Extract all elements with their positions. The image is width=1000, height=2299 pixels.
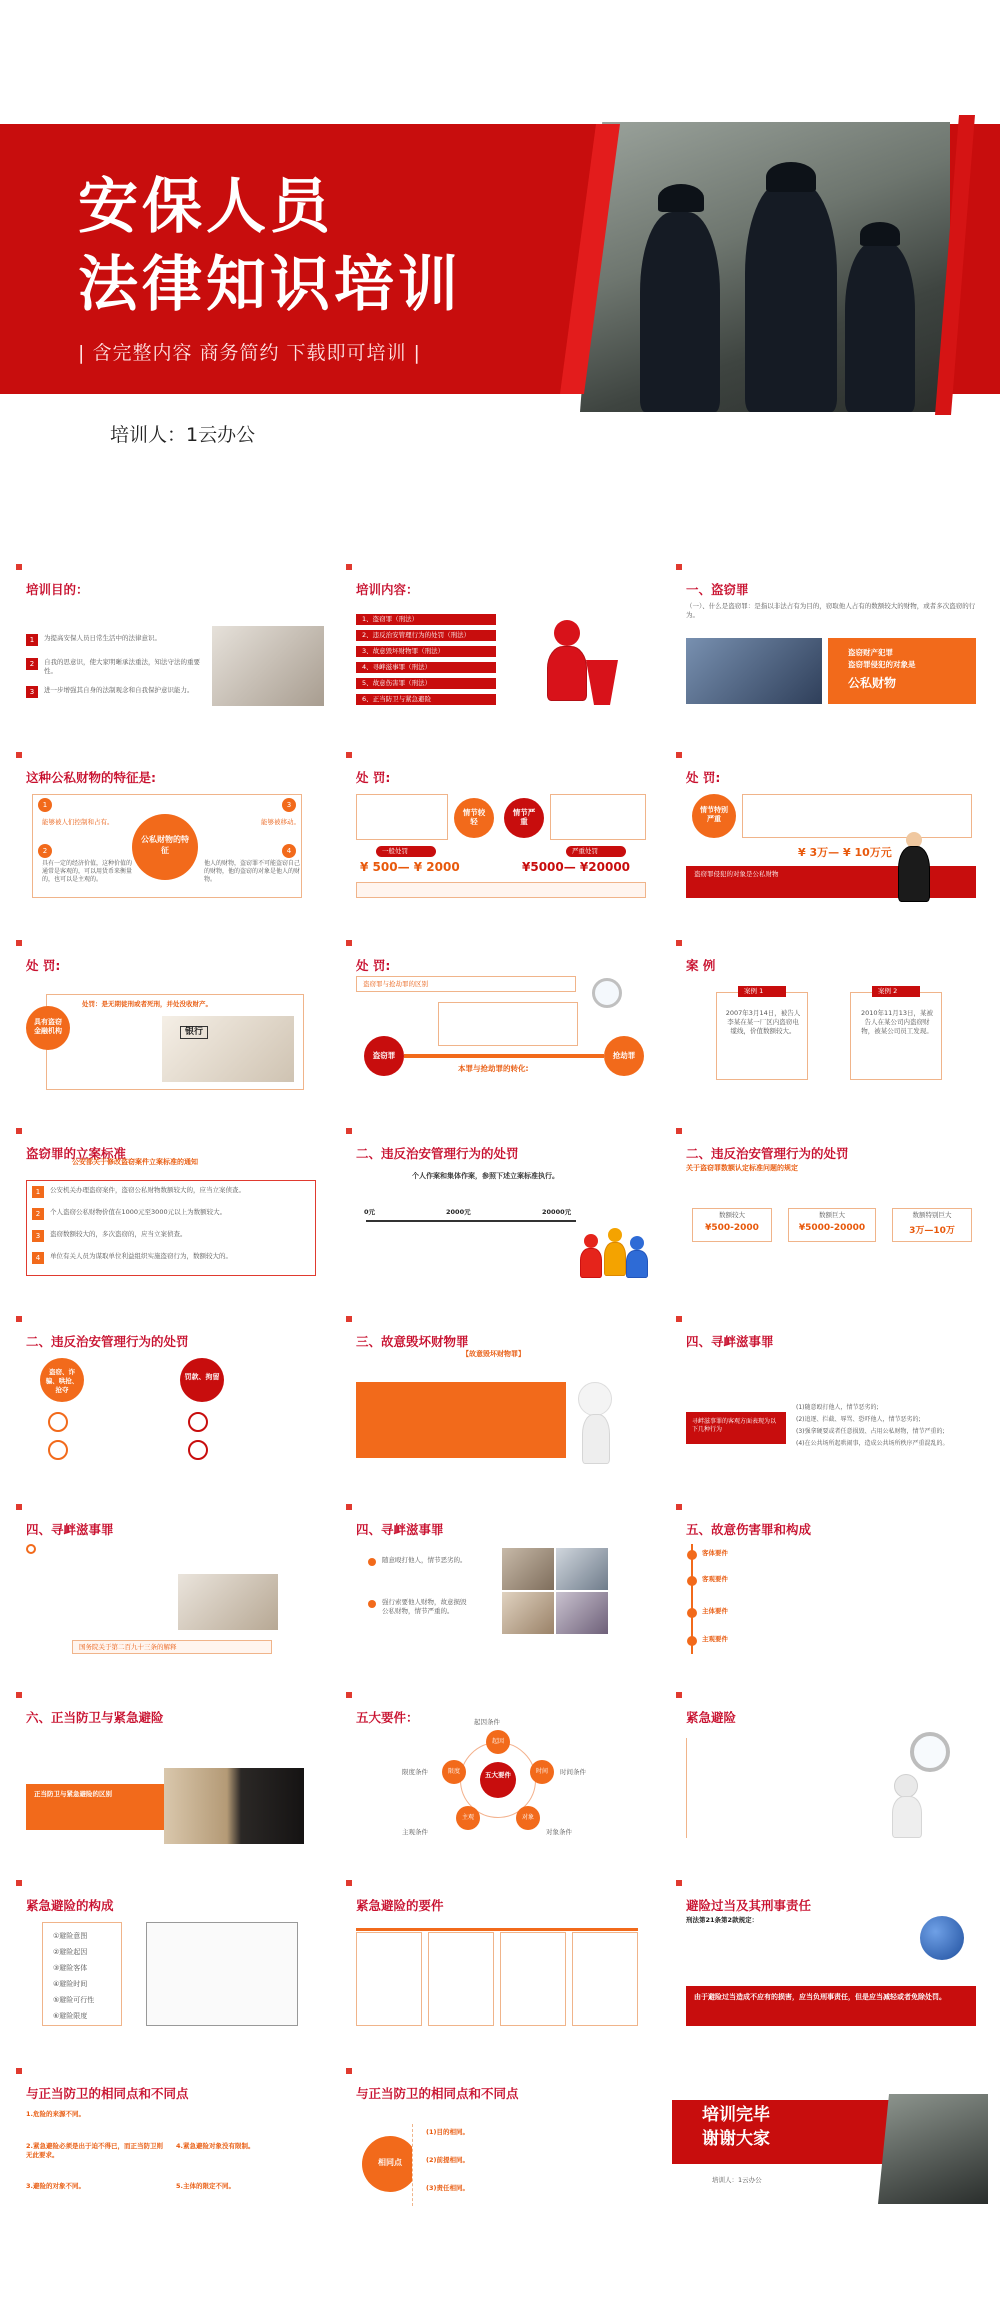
bank-sign: 银行	[180, 1026, 208, 1039]
slide-title: 紧急避险的构成	[26, 1898, 114, 1913]
slide-marker	[346, 1316, 352, 1322]
purpose-item: 自我的思意识，使大家明晰承法重法，知法守法的重要性。	[44, 658, 200, 675]
slide-public-security-3	[12, 1312, 328, 1478]
standard-item: 单位有关人员为谋取单位利益组织实施盗窃行为，数额较大的。	[50, 1252, 232, 1260]
case-label: 案例 2	[872, 986, 920, 997]
fight-cartoon	[178, 1574, 278, 1630]
magnifier-icon	[592, 978, 622, 1008]
slide-title: 避险过当及其刑事责任	[686, 1898, 812, 1913]
cover-guards-photo	[580, 122, 950, 412]
slide-filing-standard	[12, 1124, 328, 1290]
slide-excessive-avoidance	[672, 1876, 988, 2042]
purpose-item: 进一步增强其自身的法制观念和自我保护意识能力。	[44, 686, 194, 694]
element-node-label: 主观	[461, 1814, 474, 1821]
slide-marker	[676, 1128, 682, 1134]
slide-title: 紧急避险的要件	[356, 1898, 444, 1913]
slide-title: 一、盗窃罪	[686, 582, 749, 597]
slide-title: 三、故意毁坏财物罪	[356, 1334, 469, 1349]
difference-point: 4.紧急避险对象没有限制。	[176, 2142, 255, 2150]
serious-tag: 情节特别严重	[700, 806, 728, 823]
slide-title: 四、寻衅滋事罪	[356, 1522, 444, 1537]
slide-title: 这种公私财物的特征是:	[26, 770, 156, 785]
slide-marker	[676, 1880, 682, 1886]
slide-title: 与正当防卫的相同点和不同点	[26, 2086, 189, 2101]
element-node	[456, 1806, 480, 1830]
behavior-box-text: 寻衅滋事罪的客观方面表现为以下几种行为	[692, 1418, 777, 1433]
slide-marker	[346, 564, 352, 570]
element-node	[442, 1760, 466, 1784]
slide-title: 处 罚:	[686, 770, 721, 785]
slide-title: 处 罚:	[356, 958, 391, 973]
slide-penalty-1	[342, 748, 658, 914]
ending-line2: 谢谢大家	[702, 2129, 770, 2149]
slide-penalty-4	[342, 936, 658, 1102]
requirement-card	[572, 1932, 638, 2026]
slide-penalty-3	[12, 936, 328, 1102]
robbery-circle	[604, 1036, 644, 1076]
cover-slide	[0, 0, 1000, 480]
arrest-photo	[686, 638, 822, 704]
amount-card-value: ¥5000-20000	[798, 1223, 866, 1233]
structure-item: ①避险意图	[53, 1932, 88, 1940]
scene-photo	[556, 1592, 608, 1634]
minor-fine: ¥ 500— ¥ 2000	[360, 860, 460, 874]
slide-avoidance-structure	[12, 1876, 328, 2042]
offense-label: 盗窃、诈骗、哄抢、抢夺	[45, 1368, 79, 1394]
timeline-dot	[687, 1550, 697, 1560]
requirement-card	[356, 1932, 422, 2026]
amount-card-label: 数额特别巨大	[912, 1211, 952, 1219]
theft-definition: （一）、什么是盗窃罪：是指以非法占有为目的，窃取他人占有的数额较大的财物，或者多次盗窃的行为。	[686, 602, 976, 619]
bank-tag-circle	[26, 1006, 70, 1050]
item-number: 2	[32, 1208, 44, 1220]
element-caption: 对象条件	[546, 1828, 572, 1836]
serious-fine: ¥ 3万— ¥ 10万元	[798, 846, 892, 859]
amount-card-value: ¥500-2000	[705, 1223, 759, 1233]
slide-marker	[346, 2068, 352, 2074]
bar-text: 盗窃罪侵犯的对象是公私财物	[694, 870, 779, 878]
structure-item: ③避险客体	[53, 1964, 88, 1972]
minor-tag-circle	[454, 798, 494, 838]
minor-pill: 一般处罚	[376, 846, 436, 857]
item-number: 4	[32, 1252, 44, 1264]
note-text: 国务院关于第二百九十三条的解释	[79, 1643, 177, 1651]
slide-marker	[16, 1504, 22, 1510]
content-item: 2、违反治安管理行为的处罚（刑法）	[356, 630, 496, 641]
cover-trainer: 培训人：1云办公	[110, 424, 256, 446]
structure-list	[42, 1922, 122, 2026]
item-number: 2	[26, 658, 38, 670]
bullet-circle	[48, 1412, 68, 1432]
feature-number: 4	[282, 844, 296, 858]
slide-title: 五大要件：	[356, 1710, 419, 1725]
bank-tag: 具有盗窃金融机构	[34, 1018, 62, 1035]
provoke-item: 强行索要他人财物，故意损毁公私财物，情节严重的。	[382, 1598, 467, 1615]
slide-marker	[676, 752, 682, 758]
amount-card-label: 数额巨大	[819, 1211, 845, 1219]
slide-marker	[346, 752, 352, 758]
element-node	[516, 1806, 540, 1830]
scene-photo	[556, 1548, 608, 1590]
item-number: 3	[26, 686, 38, 698]
comic-illustration	[146, 1922, 298, 2026]
amount-mark: 2000元	[446, 1208, 471, 1216]
amount-mark: 0元	[364, 1208, 376, 1216]
item-number: 1	[32, 1186, 44, 1198]
item-number: 1	[26, 634, 38, 646]
behavior-item: (4)在公共场所起哄闹事，造成公共场所秩序严重混乱的。	[796, 1440, 949, 1447]
slide-marker	[16, 1128, 22, 1134]
penalty-text-box	[550, 794, 646, 840]
difference-banner-text: 盗窃罪与抢劫罪的区别	[363, 980, 428, 988]
slide-self-defense	[12, 1688, 328, 1854]
difference-point: 2.紧急避险必须是出于迫不得已，而正当防卫则无此要求。	[26, 2142, 163, 2159]
bullet-circle	[188, 1412, 208, 1432]
slide-title: 五、故意伤害罪和构成	[686, 1522, 812, 1537]
slide-title: 六、正当防卫与紧急避险	[26, 1710, 164, 1725]
slide-marker	[16, 1316, 22, 1322]
slide-public-security-1	[342, 1124, 658, 1290]
element-node	[530, 1760, 554, 1784]
requirement-rule	[356, 1928, 638, 1931]
slide-marker	[16, 940, 22, 946]
same-points-label: 相同点	[378, 2158, 402, 2167]
difference-box	[26, 1784, 176, 1830]
punishment-label: 罚款、拘留	[184, 1373, 220, 1381]
slide-marker	[346, 1880, 352, 1886]
slide-title: 培训内容：	[356, 582, 419, 597]
penalty-text-box	[742, 794, 972, 838]
slide-title: 四、寻衅滋事罪	[686, 1334, 774, 1349]
person-figure-icon	[626, 1250, 648, 1278]
bullet-circle	[188, 1440, 208, 1460]
slide-marker	[676, 1316, 682, 1322]
person-figure-icon	[580, 1248, 602, 1278]
serious-tag-circle	[692, 794, 736, 838]
element-label: 主观要件	[702, 1635, 728, 1643]
presenter-figure-icon	[547, 646, 587, 701]
podium-icon	[582, 660, 622, 705]
behavior-item: (1)随意殴打他人，情节恶劣的;	[796, 1404, 879, 1411]
person-figure-icon	[604, 1242, 626, 1276]
bank-penalty: 处罚：是无期徒刑或者死刑，并处没收财产。	[82, 1000, 212, 1008]
timeline-dot	[687, 1576, 697, 1586]
standard-item: 个人盗窃公私财物价值在1000元至3000元以上为数额较大。	[50, 1208, 227, 1216]
slide-marker	[346, 1692, 352, 1698]
mascot-body-icon	[582, 1414, 610, 1464]
slide-penalty-2	[672, 748, 988, 914]
person-icon-red	[584, 1234, 598, 1248]
cover-title	[78, 168, 462, 324]
bullet-circle	[26, 1544, 36, 1554]
cover-title-line2: 法律知识培训	[78, 250, 462, 320]
element-node-label: 限度	[447, 1768, 460, 1775]
slide-training-purpose	[12, 560, 328, 726]
businessman-figure-icon	[898, 846, 930, 902]
timeline-dot	[687, 1608, 697, 1618]
severe-fine: ¥5000— ¥20000	[522, 860, 631, 874]
slide-ending	[672, 2064, 988, 2230]
slide-title: 处 罚:	[26, 958, 61, 973]
slide-marker	[676, 940, 682, 946]
slide-title: 培训目的：	[26, 582, 89, 597]
element-node-label: 起因	[491, 1738, 504, 1745]
content-item: 3、故意毁坏财物罪（刑法）	[356, 646, 496, 657]
slide-comparison-1	[12, 2064, 328, 2230]
feature-text: 能够被移动。	[261, 818, 300, 826]
damage-head: 【故意毁坏财物罪】	[462, 1350, 525, 1358]
requirement-card	[500, 1932, 566, 2026]
minor-tag: 情节较轻	[462, 808, 486, 826]
element-label: 主体要件	[702, 1607, 728, 1615]
conversion-text-box	[438, 1002, 578, 1046]
penalty-text-box	[356, 794, 448, 840]
slide-provoking-1	[672, 1312, 988, 1478]
slide-marker	[346, 940, 352, 946]
feature-text: 具有一定的经济价值，这种价值的通常是客观的，可以用货币来衡量的，也可以是主观的。	[42, 860, 133, 883]
law-head: 刑法第21条第2款规定：	[686, 1916, 759, 1924]
mascot-head-icon	[894, 1774, 918, 1798]
element-node-label: 时间	[535, 1768, 548, 1775]
theft-object-box	[828, 638, 976, 704]
handshake-photo	[212, 626, 324, 706]
difference-point: 1.危险的来源不同。	[26, 2110, 85, 2118]
structure-item: ⑤避险可行性	[53, 1996, 95, 2004]
severe-tag-circle	[504, 798, 544, 838]
slide-marker	[16, 1880, 22, 1886]
liability-text: 由于避险过当造成不应有的损害，应当负刑事责任，但是应当减轻或者免除处罚。	[694, 1993, 946, 2001]
dogs-photo	[164, 1768, 304, 1844]
standard-head: 个人作案和集体作案，参照下述立案标准执行。	[412, 1172, 559, 1180]
slide-emergency-avoidance	[672, 1688, 988, 1854]
ending-line1: 培训完毕	[702, 2105, 770, 2125]
same-point: (1)目的相同。	[426, 2128, 469, 2136]
purpose-item: 为提高安保人员日常生活中的法律意识。	[44, 634, 161, 642]
requirement-card	[428, 1932, 494, 2026]
behavior-box	[686, 1412, 786, 1444]
elements-center	[480, 1762, 516, 1798]
standard-item: 公安机关办理盗窃案件，盗窃公私财物数额较大的，应当立案侦查。	[50, 1186, 245, 1194]
note-box	[72, 1640, 272, 1654]
behavior-item: (2)追逐、拦截、辱骂、恐吓他人，情节恶劣的;	[796, 1416, 921, 1423]
slide-marker	[676, 1692, 682, 1698]
scene-photo	[502, 1548, 554, 1590]
ending-guards-photo	[878, 2094, 988, 2204]
mascot-body-icon	[892, 1796, 922, 1838]
standard-item: 盗窃数额较大的，多次盗窃的，应当立案侦查。	[50, 1230, 187, 1238]
theft-object-bar	[686, 866, 976, 898]
same-point: (2)前提相同。	[426, 2156, 469, 2164]
theft-label: 盗窃罪	[372, 1051, 396, 1060]
element-label: 客观要件	[702, 1575, 728, 1583]
slide-marker	[346, 1504, 352, 1510]
item-number: 3	[32, 1230, 44, 1242]
slide-case	[672, 936, 988, 1102]
feature-text: 他人的财物，盗窃罪不可能盗窃自己的财物，他的盗窃的对象是他人的财物。	[204, 860, 301, 883]
same-point: (3)责任相同。	[426, 2184, 469, 2192]
slide-title: 与正当防卫的相同点和不同点	[356, 2086, 519, 2101]
slide-property-damage	[342, 1312, 658, 1478]
slide-title: 紧急避险	[686, 1710, 737, 1725]
slide-marker	[16, 564, 22, 570]
robbery-label: 抢劫罪	[612, 1051, 636, 1060]
slide-title: 案 例	[686, 958, 716, 973]
bank-robbery-cartoon	[162, 1016, 294, 1082]
cover-title-line1: 安保人员	[78, 172, 334, 242]
damage-text-box	[356, 1382, 566, 1458]
case-text: 2010年11月13日，某被告人在某公司内盗窃财物，被某公司员工发现。	[860, 1009, 934, 1035]
slide-comparison-2	[342, 2064, 658, 2230]
person-icon-blue	[630, 1236, 644, 1250]
amount-mark: 20000元	[542, 1208, 572, 1216]
content-item: 1、盗窃罪（刑法）	[356, 614, 496, 625]
box-line: 盗窃财产犯罪	[848, 648, 893, 657]
slide-title: 处 罚:	[356, 770, 391, 785]
case-text: 2007年3月14日，被告人李某在某一厂区内盗窃电缆线，价值数额较大。	[725, 1009, 801, 1035]
slide-marker	[16, 1692, 22, 1698]
offense-circle	[40, 1358, 84, 1402]
same-points-circle	[362, 2136, 418, 2192]
structure-item: ⑥避险限度	[53, 2012, 88, 2020]
feature-number: 2	[38, 844, 52, 858]
amount-card	[692, 1208, 772, 1242]
standard-head: 关于盗窃罪数额认定标准问题的规定	[686, 1164, 798, 1172]
scene-photo	[502, 1592, 554, 1634]
structure-item: ④避险时间	[53, 1980, 88, 1988]
timeline-dot	[687, 1636, 697, 1646]
difference-point: 3.避险的对象不同。	[26, 2182, 85, 2190]
conversion-title: 本罪与抢劫罪的转化:	[458, 1064, 529, 1073]
bullet-dot	[368, 1558, 376, 1566]
element-label: 客体要件	[702, 1549, 728, 1557]
slide-marker	[346, 1128, 352, 1134]
conversion-line	[404, 1054, 604, 1058]
case-label: 案例 1	[738, 986, 786, 997]
slide-provoking-3	[342, 1500, 658, 1666]
box-emphasis: 公私财物	[848, 676, 897, 690]
slide-public-security-2	[672, 1124, 988, 1290]
feature-number: 1	[38, 798, 52, 812]
difference-point: 5.主体的限定不同。	[176, 2182, 235, 2190]
slide-training-content	[342, 560, 658, 726]
slide-title: 四、寻衅滋事罪	[26, 1522, 114, 1537]
provoke-item: 随意殴打他人，情节恶劣的。	[382, 1556, 467, 1564]
difference-box-text: 正当防卫与紧急避险的区别	[34, 1790, 112, 1798]
behavior-item: (3)强拿硬要或者任意损毁、占用公私财物，情节严重的;	[796, 1428, 945, 1435]
globe-icon	[920, 1916, 964, 1960]
slide-five-elements	[342, 1688, 658, 1854]
cover-subtitle: | 含完整内容 商务简约 下载即可培训 |	[78, 342, 421, 364]
elements-center-label: 五大要件	[485, 1771, 511, 1779]
element-caption: 起因条件	[474, 1718, 500, 1726]
punishment-circle	[180, 1358, 224, 1402]
presenter-head-icon	[554, 620, 580, 646]
penalty-footnote	[356, 882, 646, 898]
person-icon-yellow	[608, 1228, 622, 1242]
ending-trainer: 培训人：1云办公	[712, 2176, 762, 2184]
element-caption: 限度条件	[402, 1768, 428, 1776]
structure-item: ②避险起因	[53, 1948, 88, 1956]
element-caption: 时间条件	[560, 1768, 586, 1776]
element-caption: 主观条件	[402, 1828, 428, 1836]
severe-pill: 严重处罚	[566, 846, 626, 857]
center-label: 公私财物的特征	[141, 835, 189, 855]
bullet-circle	[48, 1440, 68, 1460]
element-node-label: 对象	[521, 1814, 534, 1821]
case-card-2	[850, 992, 942, 1080]
slide-theft-crime	[672, 560, 988, 726]
feature-text: 能够被人们控制和占有。	[42, 818, 114, 826]
feature-number: 3	[282, 798, 296, 812]
liability-banner	[686, 1986, 976, 2026]
content-item: 4、寻衅滋事罪（刑法）	[356, 662, 496, 673]
slide-marker	[676, 1504, 682, 1510]
content-item: 5、故意伤害罪（刑法）	[356, 678, 496, 689]
box-line: 盗窃罪侵犯的对象是	[848, 660, 916, 669]
slide-title: 盗窃罪的立案标准	[26, 1146, 127, 1161]
mascot-head-icon	[578, 1382, 612, 1416]
bullet-dot	[368, 1600, 376, 1608]
theft-circle	[364, 1036, 404, 1076]
amount-card-value: 3万—10万	[909, 1226, 955, 1236]
slide-title: 二、违反治安管理行为的处罚	[356, 1146, 519, 1161]
slide-marker	[16, 752, 22, 758]
amount-card-label: 数额较大	[719, 1211, 745, 1219]
difference-banner	[356, 976, 576, 992]
slide-avoidance-requirements	[342, 1876, 658, 2042]
slide-marker	[676, 564, 682, 570]
amount-card	[788, 1208, 876, 1242]
notice-title: 公安部关于修改盗窃案件立案标准的通知	[72, 1158, 198, 1166]
slide-title: 二、违反治安管理行为的处罚	[686, 1146, 849, 1161]
slide-injury	[672, 1500, 988, 1666]
slide-property-features	[12, 748, 328, 914]
magnifier-icon	[910, 1732, 950, 1772]
content-item: 6、正当防卫与紧急避险	[356, 694, 496, 705]
slide-provoking-2	[12, 1500, 328, 1666]
slide-title: 二、违反治安管理行为的处罚	[26, 1334, 189, 1349]
avoidance-text-area	[686, 1738, 882, 1838]
severe-tag: 情节严重	[512, 808, 536, 826]
features-center-circle	[132, 814, 198, 880]
slide-marker	[16, 2068, 22, 2074]
amount-axis	[366, 1220, 576, 1222]
case-card-1	[716, 992, 808, 1080]
amount-card	[892, 1208, 972, 1242]
element-node	[486, 1730, 510, 1754]
